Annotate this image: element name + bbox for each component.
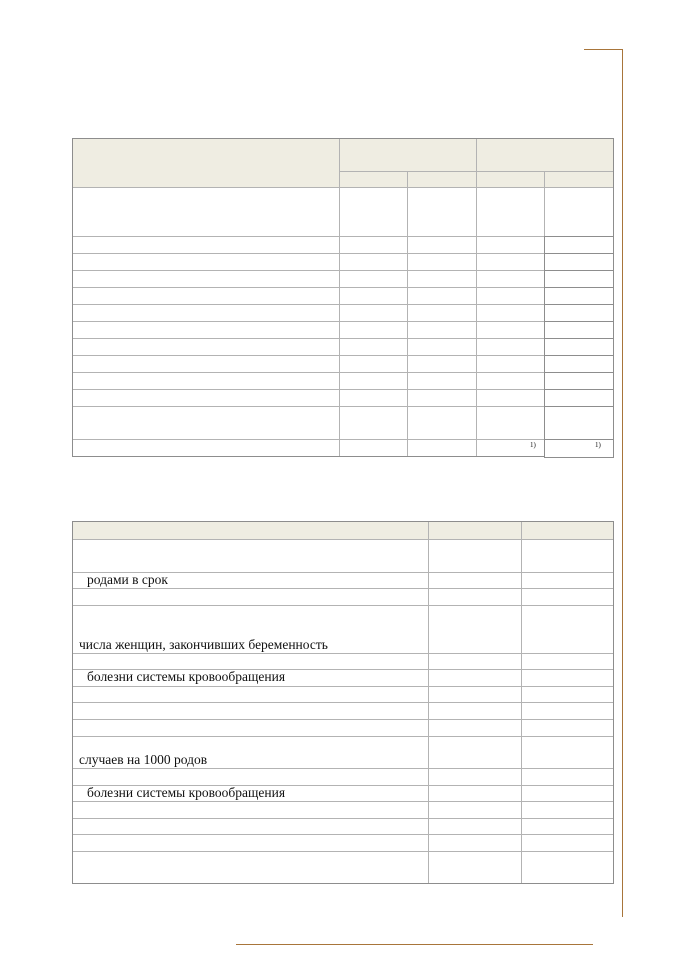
- cell-box: [544, 406, 614, 440]
- footnote-marker: 1): [595, 441, 601, 449]
- corner-top-line: [584, 49, 623, 50]
- row-label: родами в срок: [87, 572, 168, 587]
- cell-box: [544, 338, 614, 356]
- table-2: [72, 521, 614, 884]
- cell-box: [544, 287, 614, 305]
- cell-box: [544, 389, 614, 407]
- cell-box: [544, 236, 614, 254]
- cell-box: [544, 304, 614, 322]
- cell-box: [544, 270, 614, 288]
- footer-line: [236, 944, 593, 945]
- table-1: [72, 138, 614, 457]
- cell-box: [544, 355, 614, 373]
- right-margin-line: [622, 49, 623, 917]
- row-label: болезни системы кровообращения: [87, 785, 286, 800]
- table-2-header: [73, 522, 613, 539]
- row-label: болезни системы кровообращения: [87, 669, 286, 684]
- row-label: случаев на 1000 родов: [79, 752, 208, 767]
- cell-box: [544, 372, 614, 390]
- table-1-header: [73, 139, 613, 187]
- cell-box: [544, 439, 614, 458]
- footnote-marker: 1): [530, 441, 536, 449]
- cell-box: [544, 253, 614, 271]
- cell-box: [544, 321, 614, 339]
- row-label: числа женщин, закончивших беременность: [79, 637, 328, 652]
